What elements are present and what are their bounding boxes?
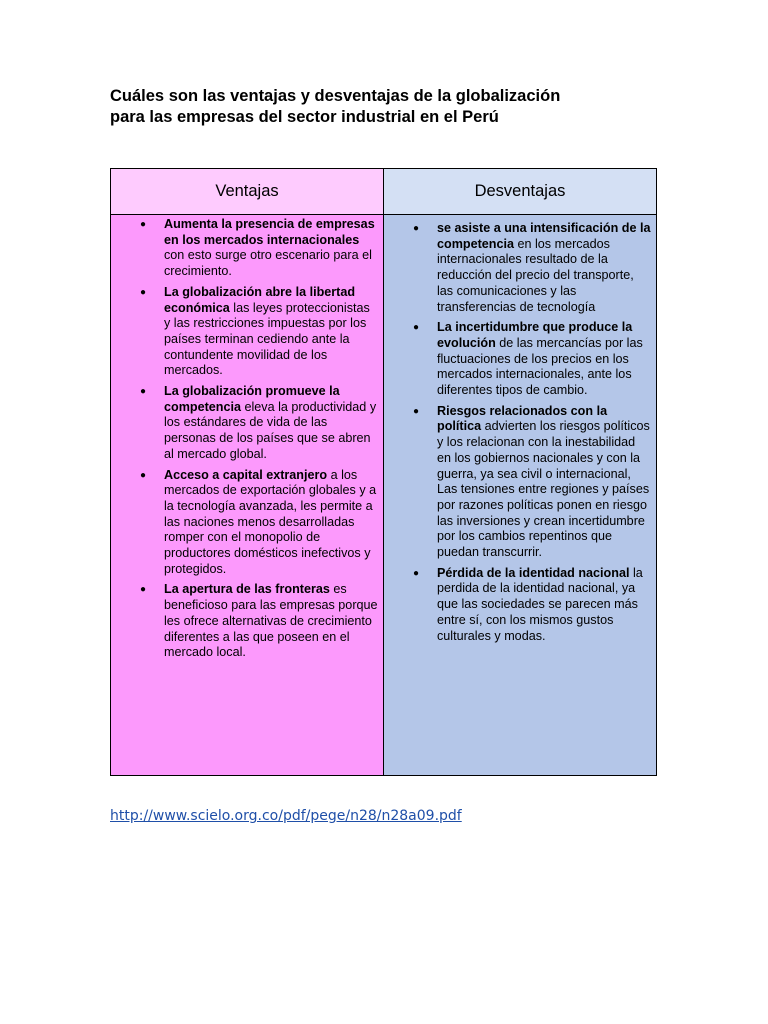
desventajas-list [384, 215, 656, 644]
list-item [140, 217, 379, 280]
item-text: las leyes proteccionistas y las restricciones impuestas por los países terminan cediendo ante la contundente movilidad de los mercados. [164, 300, 370, 378]
ventajas-header: Ventajas [111, 169, 384, 215]
item-bold-text: La globalización promueve la competencia [164, 384, 340, 414]
item-bold-text: se asiste a una intensificación de la competencia [437, 221, 651, 251]
comparison-table [110, 168, 657, 776]
bullet-icon: ● [413, 567, 420, 579]
item-text: la perdida de la identidad nacional, ya que las sociedades se parecen más entre sí, con los mismos gustos culturales y modas. [437, 565, 643, 643]
bullet-icon: ● [413, 223, 420, 234]
list-item [140, 284, 379, 379]
list-item [140, 384, 379, 463]
item-text: advierten los riesgos políticos y los relacionan con la inestabilidad en los gobiernos nacionales y con la guerra, ya sea civil o internacional, Las tensiones entre regiones y países por razones políticas ponen en riesgo las inversiones y crean incertidumbre por los cambios repentinos que puedan transcurrir. [437, 419, 650, 560]
item-text: eleva la productividad y los estándares de vida de las personas de los países que se abren al mercado global. [164, 399, 377, 461]
bullet-icon: ● [140, 584, 147, 596]
bullet-icon: ● [140, 469, 147, 481]
item-text: con esto surge otro escenario para el crecimiento. [164, 248, 372, 279]
item-bold-text: Pérdida de la identidad nacional [437, 565, 630, 580]
title-line-1: Cuáles son las ventajas y desventajas de la globalización [110, 87, 561, 105]
bullet-icon: ● [413, 405, 420, 417]
list-item [413, 221, 652, 315]
bullet-icon: ● [140, 219, 147, 230]
list-item [140, 467, 379, 578]
desventajas-header: Desventajas [384, 169, 657, 215]
item-bold-text: La globalización abre la libertad económica [164, 284, 356, 315]
ventajas-list [111, 215, 383, 661]
list-item [413, 320, 652, 399]
list-item [413, 403, 652, 561]
bullet-icon: ● [140, 386, 147, 398]
list-item [140, 582, 379, 661]
document-title [110, 86, 670, 128]
item-bold-text: Aumenta la presencia de empresas en los mercados internacionales [164, 217, 375, 247]
item-text: en los mercados internacionales resultado de la reducción del precio del transporte, las comunicaciones y las transferencias de tecnología [437, 236, 634, 314]
list-item [413, 565, 652, 645]
item-bold-text: Riesgos relacionados con la política [437, 403, 608, 434]
ventajas-column [111, 215, 384, 776]
item-text: a los mercados de exportación globales y a la tecnología avanzada, les permite a las naciones menos desarrolladas romper con el monopolio de productores domésticos inefectivos y protegidos. [164, 467, 377, 576]
bullet-icon: ● [140, 286, 147, 298]
desventajas-column [384, 215, 657, 776]
bullet-icon: ● [413, 322, 420, 334]
item-bold-text: Acceso a capital extranjero [164, 467, 328, 482]
item-bold-text: La apertura de las fronteras [164, 582, 330, 597]
title-line-2: para las empresas del sector industrial en el Perú [110, 108, 499, 126]
source-link[interactable]: http://www.scielo.org.co/pdf/pege/n28/n28a09.pdf [110, 808, 462, 824]
item-text: es beneficioso para las empresas porque les ofrece alternativas de crecimiento diferentes a las que poseen en el mercado local. [164, 582, 378, 660]
item-text: de las mercancías por las fluctuaciones de los precios en los mercados internacionales, ante los diferentes tipos de cambio. [437, 335, 643, 398]
item-bold-text: La incertidumbre que produce la evolución [437, 320, 633, 350]
